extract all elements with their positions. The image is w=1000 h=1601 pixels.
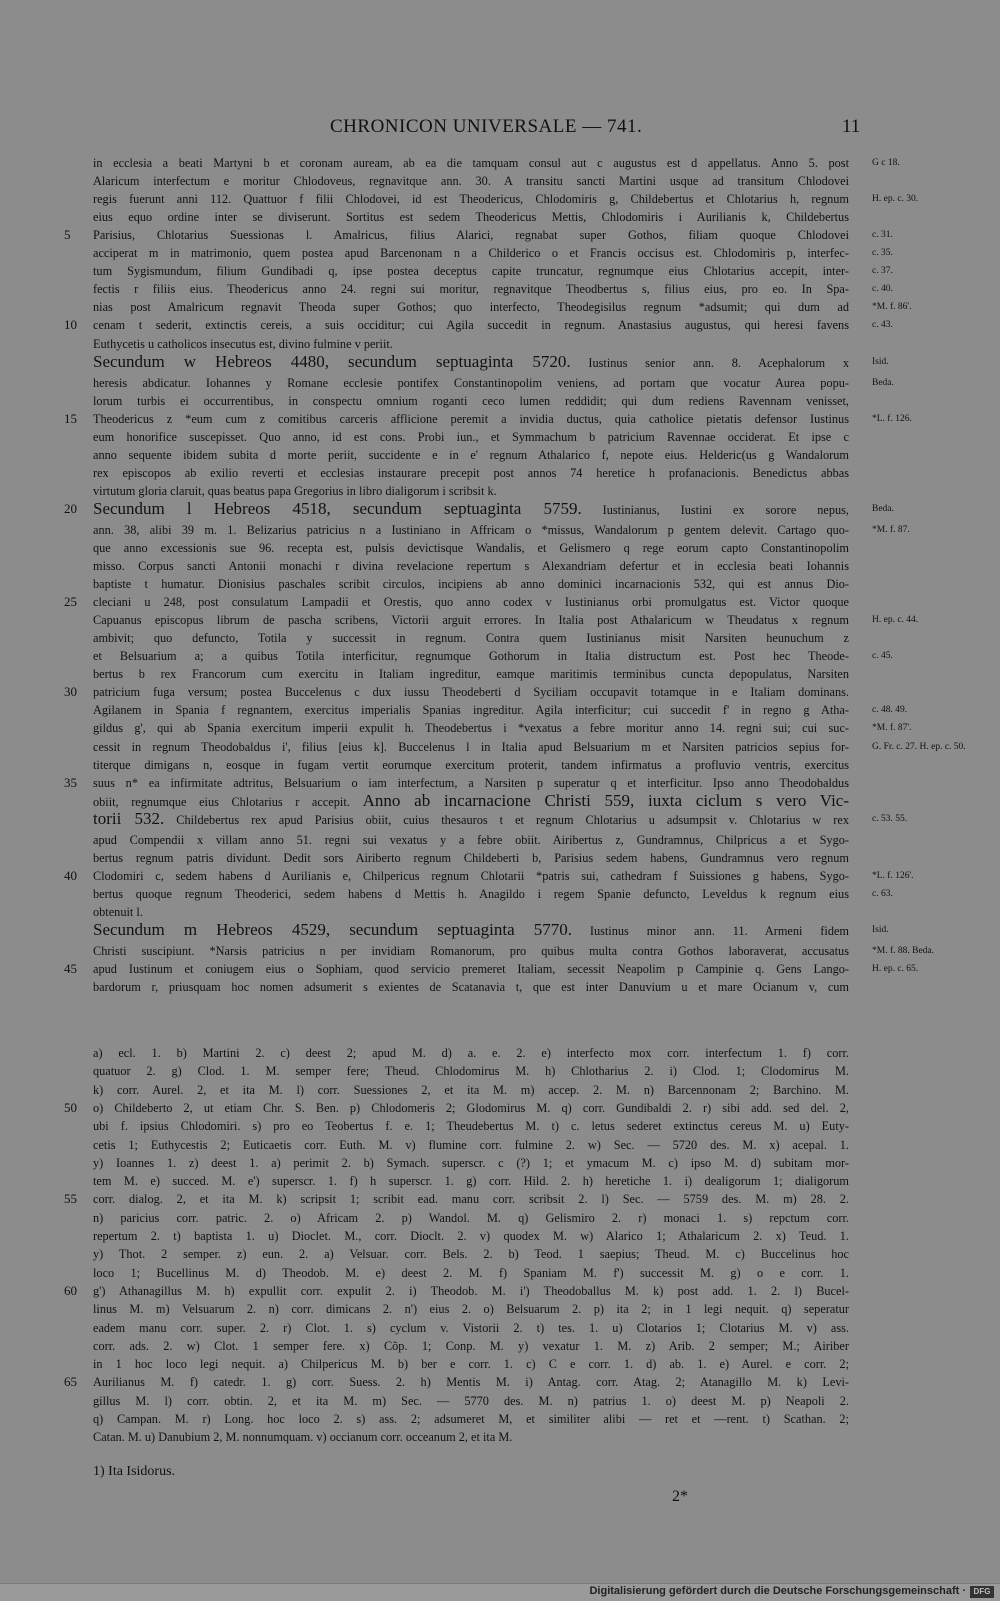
line-text [93, 392, 849, 410]
line-body: apud Iustinum et coniugem eius o Sophiam, quod servicio premeret Italiam, secessit Neapolim p Campinie q. Gens Lango- [93, 962, 849, 976]
line-text [93, 1044, 849, 1062]
section-heading: Secundum m Hebreos 4529, secundum septuaginta 5770. [93, 920, 572, 939]
line-text [93, 756, 849, 774]
line-body: anno sequente ibidem subita d morte periit, succidente e in e' regnum Athalarico f, nepote eius. Helderic(us g Wandalorum [93, 447, 849, 462]
text-line [0, 683, 1000, 701]
line-text [93, 244, 849, 262]
text-line [0, 665, 1000, 683]
text-line [0, 226, 1000, 244]
line-body: acciperat m in matrimonio, quem postea apud Barcenonam n a Childerico o et Francis occisus est. Chlodomiris p, interfec- [93, 246, 849, 261]
line-text [93, 298, 849, 316]
footer-credit: Digitalisierung gefördert durch die Deutsche Forschungsgemeinschaft · [589, 1585, 966, 1597]
line-body: Aurilianus M. f) catedr. 1. g) corr. Suess. 2. h) Mentis M. i) Antag. corr. Atag. 2; Atanagillo M. k) Levi- [93, 1375, 849, 1390]
line-text [93, 1136, 849, 1154]
text-line [0, 521, 1000, 539]
line-body: et Belsuarium a; a quibus Totila interficitur, regnumque Gothorum in Italia distructum est. Post hec Theode- [93, 649, 849, 664]
text-line [0, 1245, 1000, 1263]
page-header [0, 116, 1000, 140]
line-body: cenam t sederit, extinctis cereis, a suis occiditur; cui Agila succedit in regnum. Anastasius augustus, qui heresi favens [93, 318, 849, 333]
line-body: Iustinianus, Iustini ex sorore nepus, [581, 502, 849, 517]
line-text [93, 885, 849, 903]
line-body: Theodericus z *eum cum z comitibus carceris afflicione peremit a invidia ductus, quia catholice pietatis defensor Iustinus [93, 411, 849, 426]
line-text [93, 701, 849, 719]
line-body: bertus quoque regnum Theoderici, sedem habens d Mettis h. Anagildo i regem Spanie defuncto, Leveldus k regnum eius [93, 886, 849, 901]
line-text [93, 1337, 849, 1355]
line-body: eum honorifice suscepisset. Quo anno, id est cons. Probi iun., et Symmachum b patricium Ravennae occiderat. Et ipse c [93, 429, 849, 444]
line-text [93, 1300, 849, 1318]
line-text [93, 521, 849, 539]
line-number: 65 [64, 1374, 77, 1390]
text-line [0, 593, 1000, 611]
line-body: heresis abdicatur. Iohannes y Romane ecclesie pontifex Constantinopolim veniens, ad portam que vocatur Aurea popu- [93, 375, 849, 390]
line-number: 30 [64, 684, 77, 700]
line-body: apud Compendii x villam anno 51. regni sui vexatus y a febre obiit. Airibertus z, Gundramnus, Chilpricus a et Sygo- [93, 832, 849, 847]
text-line [0, 1392, 1000, 1410]
text-line [0, 298, 1000, 316]
line-body: cleciani u 248, post consulatum Lampadii et Orestis, quo anno codex v Iustinianus orbi promulgatus est. Victor quoque [93, 595, 849, 610]
margin-note: Beda. [872, 503, 894, 514]
margin-note: c. 40. [872, 284, 893, 295]
line-text [93, 280, 849, 298]
text-line [0, 1172, 1000, 1190]
line-number: 60 [64, 1282, 77, 1298]
line-number: 25 [64, 594, 77, 610]
text-line [0, 1044, 1000, 1062]
page-number: 11 [842, 116, 861, 137]
line-body: Alaricum interfectum e moritur Chlodoveus, regnavitque ann. 30. A transitu sancti Martini usque ad transitum Chlodovei [93, 174, 849, 189]
line-text [93, 428, 849, 446]
line-body: a) ecl. 1. b) Martini 2. c) deest 2; apud M. d) a. e. 2. e) interfecto mox corr. interfectum 1. f) corr. [93, 1046, 849, 1060]
text-line [0, 428, 1000, 446]
line-body: n) paricius corr. patric. 2. o) Africam 2. p) Wandol. M. q) Gelismiro 2. r) monaci 1. s) repctum corr. [93, 1210, 849, 1225]
line-body: y) Ioannes 1. z) deest 1. a) perimit 2. b) Symach. superscr. c (?) 1; et ymacum M. c) ipso M. d) subitam mor- [93, 1155, 849, 1170]
margin-note: c. 45. [872, 651, 893, 662]
line-text [93, 665, 849, 683]
margin-note: c. 37. [872, 266, 893, 277]
line-text [93, 593, 849, 611]
text-line [0, 392, 1000, 410]
line-body: corr. ads. 2. w) Clot. 1 semper fere. x) Cõp. 1; Conp. M. y) vexatur 1. M. z) Arib. 2 semper; M.; Airiber [93, 1338, 849, 1353]
text-line [0, 1282, 1000, 1300]
line-body: y) Thot. 2 semper. z) eun. 2. a) Velsuar. corr. Bels. 2. b) Teod. 1 saepius; Theud. M. c) Buccelinus hoc [93, 1247, 849, 1262]
margin-note: H. ep. c. 44. [872, 615, 919, 626]
line-text [93, 190, 849, 208]
line-text [93, 1209, 849, 1227]
running-title: CHRONICON UNIVERSALE — 741. [330, 116, 643, 137]
line-body: quatuor 2. g) Clod. 1. M. semper fere; Theud. Chlodomirus M. h) Chlotharius 2. i) Clod. 1; Clodomirus M. [93, 1064, 849, 1079]
footnote: 1) Ita Isidorus. [93, 1464, 176, 1479]
line-text [93, 810, 849, 829]
line-text [93, 154, 849, 172]
margin-note: Isid. [872, 356, 889, 367]
margin-note: *M. f. 86'. [872, 302, 912, 313]
text-line [0, 1337, 1000, 1355]
text-line [0, 1410, 1000, 1428]
line-text [93, 557, 849, 575]
margin-note: *L. f. 126. [872, 413, 912, 424]
margin-note: G c 18. [872, 158, 900, 168]
margin-note: Beda. [872, 377, 894, 388]
text-line [0, 1209, 1000, 1227]
line-body: bertus b rex Francorum cum exercitu in Italiam ingreditur, eamque maritimis terminibus cuncta depopulatus, Narsiten [93, 667, 849, 682]
line-text [93, 1117, 849, 1135]
line-body: gillus M. l) corr. obtin. 2, et ita M. m) Sec. — 5770 des. M. n) patrius 1. o) deest M. p) Neapoli 2. [93, 1393, 849, 1408]
line-number: 50 [64, 1099, 77, 1115]
line-body: Catan. M. u) Danubium 2, M. nonnumquam. v) occianum corr. occeanum 2, et ita M. [93, 1430, 513, 1445]
text-line [0, 1428, 1000, 1446]
line-body: obtenuit l. [93, 904, 143, 919]
text-line [0, 831, 1000, 849]
line-body: baptiste t humatur. Dionisius paschales scribit circulos, incipiens ab anno dominici incarnacionis 532, qui est annus Dio- [93, 577, 849, 592]
line-body: Childebertus rex apud Parisius obiit, cuius thesauros t et regnum Chlotarius u adsumpsit v. Chlotarius w rex [164, 812, 849, 827]
text-line [0, 154, 1000, 172]
line-text [93, 792, 849, 811]
text-line [0, 738, 1000, 756]
text-line [0, 867, 1000, 885]
text-line [0, 464, 1000, 482]
line-text [93, 1392, 849, 1410]
line-text [93, 1428, 849, 1446]
text-line [0, 1136, 1000, 1154]
line-body: ambivit; quo defuncto, Totila y successit in regnum. Contra quem Iustinianus misit Narsiten heunuchum z [93, 631, 849, 646]
line-text [93, 647, 849, 665]
line-text [93, 611, 849, 629]
text-line [0, 410, 1000, 428]
footer-bar [0, 1583, 1000, 1601]
line-body: Christi suscipiunt. *Narsis patricius n per invidiam Romanorum, pro quibus multa contra Gothos laboraverat, accusatus [93, 943, 849, 958]
line-text [93, 719, 849, 737]
line-text [93, 978, 849, 996]
line-text [93, 335, 849, 353]
line-text [93, 1410, 849, 1428]
text-line [0, 647, 1000, 665]
line-text [93, 316, 849, 334]
line-body: Clodomiri c, sedem habens d Aurilianis e, Chilpericus regnum Chlotarii *patris sui, cathedram f Suissiones g habens, Sygo- [93, 868, 849, 883]
line-body: regis fuerunt anni 112. Quattuor f filii Chlodovei, id est Theodericus, Chlodomiris g, Childebertus et Chlotarius h, regnum [93, 192, 849, 207]
sheet-signature: 2* [672, 1488, 688, 1505]
line-body: suus n* ea infirmitate adtritus, Belsuarium o iam interfectum, a Narsiten p superatur q et interficitur. Ipso anno Theodobaldus [93, 775, 849, 790]
line-text [93, 500, 849, 519]
text-line [0, 1264, 1000, 1282]
margin-note: *M. f. 87'. [872, 723, 912, 734]
line-body: ann. 38, alibi 39 m. 1. Belizarius patricius n a Iustiniano in Affricam o *missus, Wandalorum p gentem delevit. Cartago quo- [93, 522, 849, 537]
text-line [0, 1062, 1000, 1080]
line-body: bardorum r, priusquam hoc nomen adsumerit s exientes de Scatanavia t, que est inter Danuvium u et mare Ocianum v, cum [93, 980, 849, 995]
text-line [0, 1099, 1000, 1117]
line-body: Iustinus senior ann. 8. Acephalorum x [570, 355, 849, 370]
line-number: 10 [64, 317, 77, 333]
line-body: in ecclesia a beati Martyni b et coronam auream, ab ea die tamquam consul aut c augustus est d appellatus. Anno 5. post [93, 156, 849, 170]
text-line [0, 1154, 1000, 1172]
line-body: misso. Corpus sancti Antonii monachi r divina revelacione repertum s Alexandriam defertur et in ecclesia beati Iohannis [93, 559, 849, 573]
margin-note: c. 35. [872, 248, 893, 259]
section-heading: torii 532. [93, 809, 165, 828]
line-body: repertum 2. t) baptista 1. u) Dioclet. M., corr. Dioclt. 2. v) quodex M. w) Alarico 1; Athalaricum 2. x) Teud. 1. [93, 1229, 849, 1243]
text-line [0, 978, 1000, 996]
line-number: 20 [64, 500, 77, 516]
line-body: que anno excessionis sue 96. recepta est, pulsis devictisque Wandalis, et Gelismero q rege eorum capto Constantinopolim [93, 540, 849, 555]
text-line [0, 942, 1000, 960]
line-text [93, 1282, 849, 1300]
line-body: in 1 hoc loco legi nequit. a) Chilpericus M. b) ber e corr. 1. c) C e corr. 1. d) ab. 1. e) Aurel. e corr. 2; [93, 1357, 849, 1372]
text-line [0, 756, 1000, 774]
line-text [93, 446, 849, 464]
line-text [93, 208, 849, 226]
text-line [0, 810, 1000, 832]
text-line [0, 335, 1000, 353]
line-body: tem M. e) succed. M. e') superscr. 1. f) h superscr. 1. g) corr. Hild. 2. h) heretiche 1. i) dealigorum 1; dialigorum [93, 1174, 849, 1189]
line-text [93, 849, 849, 867]
text-line [0, 885, 1000, 903]
line-body: o) Childeberto 2, ut etiam Chr. S. Ben. p) Chlodomeris 2; Glodomirus M. q) corr. Gundibaldi 2. r) sibi add. sed del. 2, [93, 1100, 849, 1115]
line-text [93, 774, 849, 792]
line-body: rex episcopos ab exilio reverti et ecclesias instaurare precepit post annos 74 heretice h profanacionis. Benedictus abbas [93, 465, 849, 480]
margin-note: Isid. [872, 924, 889, 935]
line-text [93, 482, 849, 500]
line-text [93, 1062, 849, 1080]
text-line [0, 280, 1000, 298]
text-line [0, 1355, 1000, 1373]
text-line [0, 921, 1000, 943]
margin-note: c. 53. 55. [872, 813, 908, 824]
line-body: Parisius, Chlotarius Suessionas l. Amalricus, filius Alarici, regnabat super Gothos, filiam quoque Chlodovei [93, 228, 849, 243]
margin-note: H. ep. c. 30. [872, 194, 919, 205]
line-text [93, 683, 849, 701]
line-body: tum Sygismundum, filium Gundibadi q, ipse postea deceptus capite truncatur, regnumque eius Chlotarius accepit, inter- [93, 264, 849, 279]
line-text [93, 1245, 849, 1263]
text-line [0, 244, 1000, 262]
text-line [0, 960, 1000, 978]
line-text [93, 1154, 849, 1172]
text-line [0, 575, 1000, 593]
text-line [0, 719, 1000, 737]
text-line [0, 792, 1000, 810]
line-body: fectis r filiis eius. Theodericus anno 24. regni sui moritur, regnavitque Theodbertus s, filius eius, pro eo. In Spa- [93, 282, 849, 297]
line-text [93, 1355, 849, 1373]
section-heading: Secundum l Hebreos 4518, secundum septuaginta 5759. [93, 499, 582, 518]
line-body: lorum turbis ei occurrentibus, in conspectu omnium roganti ceco lumen reddidit; qui dum rediens Ravennam venisset, [93, 393, 849, 408]
line-body: bertus regnum patris dividunt. Dedit sors Airiberto regnum Childeberti b, Parisius sedem habens, Gundramnus vero regnum [93, 850, 849, 865]
text-line [0, 353, 1000, 375]
dfg-logo: DFG [970, 1586, 994, 1598]
text-line [0, 1300, 1000, 1318]
text-line [0, 557, 1000, 575]
text-line [0, 500, 1000, 522]
line-text [93, 575, 849, 593]
text-line [0, 1190, 1000, 1208]
text-line [0, 1117, 1000, 1135]
line-body: loco 1; Bucellinus M. d) Theodob. M. e) deest 2. M. f) Spaniam M. f') successit M. g) o e corr. 1. [93, 1265, 849, 1280]
line-text [93, 921, 849, 940]
line-body: patricium fuga versum; postea Buccelenus c dux iussu Theodeberti d Syciliam occupavit totamque in e Italiam dominans. [93, 685, 849, 700]
line-text [93, 831, 849, 849]
line-text [93, 1081, 849, 1099]
text-line [0, 629, 1000, 647]
line-body: titerque dimigans n, eosque in fugam vertit eorumque exercitum proterit, tandem infirmatus a profluvio ventris, exercitus [93, 757, 849, 772]
line-text [93, 539, 849, 557]
line-body: linus M. m) Velsuarum 2. n) corr. dimicans 2. n') eius 2. o) Belsuarum 2. p) ita 2; in 1 legi nequit. q) seperatur [93, 1302, 849, 1317]
line-number: 35 [64, 774, 77, 790]
line-body: nias post Amalricum regnavit Theoda super Gothos; quo interfecto, Theodegisilus regnum *adsumit; qui dum ad [93, 300, 849, 315]
text-line [0, 208, 1000, 226]
margin-note: *M. f. 88. Beda. [872, 945, 935, 956]
line-body: cetis 1; Euthycestis 2; Euticaetis corr. Euth. M. v) flumine corr. fulmine 2. w) Sec. — 5720 des. M. x) acepal. 1. [93, 1137, 849, 1152]
line-body: corr. dialog. 2, et ita M. k) scripsit 1; scribit ead. manu corr. scribsit 2. l) Sec. — 5759 des. M. m) 28. 2. [93, 1192, 849, 1207]
line-text [93, 172, 849, 190]
line-text [93, 867, 849, 885]
text-line [0, 849, 1000, 867]
line-text [93, 1319, 849, 1337]
text-line [0, 316, 1000, 334]
line-body: g') Athanagillus M. h) expullit corr. expulit 2. i) Theodob. M. i') Theodoballus M. k) post add. 1. 2. l) Bucel- [93, 1283, 849, 1298]
line-body: cessit in regnum Theodobaldus i', filius [eius k]. Buccelenus l in Italia apud Belsuarium m et Narsiten patricios sepius for- [93, 739, 849, 754]
line-body: ubi f. ipsius Chlodomiri. s) pro eo Teobertus f. e. 1; Theudebertus M. t) c. letus sederet extinctus cereus M. u) Euty- [93, 1119, 849, 1134]
text-line [0, 701, 1000, 719]
text-line [0, 374, 1000, 392]
text-line [0, 1081, 1000, 1099]
text-line [0, 539, 1000, 557]
line-body: virtutum gloria claruit, quas beatus papa Gregorius in libro dialigorum i scribsit k. [93, 483, 497, 498]
text-line [0, 774, 1000, 792]
line-body: obiit, regnumque eius Chlotarius r accepit. [93, 794, 350, 809]
section-heading: Secundum w Hebreos 4480, secundum septuaginta 5720. [93, 352, 571, 371]
line-number: 40 [64, 867, 77, 883]
line-text [93, 942, 849, 960]
text-line [0, 1319, 1000, 1337]
line-text [93, 903, 849, 921]
text-line [0, 611, 1000, 629]
text-line [0, 1373, 1000, 1391]
text-line [0, 482, 1000, 500]
text-line [0, 172, 1000, 190]
text-line [0, 903, 1000, 921]
text-line [0, 262, 1000, 280]
line-text [93, 353, 849, 372]
line-text [93, 1373, 849, 1391]
line-body: Iustinus minor ann. 11. Armeni fidem [571, 923, 849, 938]
text-line [0, 1227, 1000, 1245]
margin-note: c. 43. [872, 320, 893, 331]
line-body: Capuanus episcopus librum de pascha scribens, Victorii arguit errores. In Italia post Athalaricum w Theudatus x regnum [93, 613, 849, 628]
text-line [0, 446, 1000, 464]
line-body: q) Campan. M. r) Long. hoc loco 2. s) ass. 2; adsumeret M, et similiter alibi — ret et —rent. t) Scathan. 2; [93, 1412, 849, 1426]
line-text [93, 1099, 849, 1117]
line-body: gildus g', qui ab Spania exercitum imperii expulit h. Theodebertus i *vexatus a febre moritur anno 14. regni sui; cui suc- [93, 721, 849, 736]
section-heading: Anno ab incarnacione Christi 559, iuxta ciclum s vero Vic- [349, 791, 849, 810]
margin-note: c. 48. 49. [872, 705, 908, 716]
line-body: eadem manu corr. super. 2. r) Clot. 1. s) cyclum v. Vistorii 2. t) tes. 1. u) Clotarios 1; Clotarius M. v) ass. [93, 1320, 849, 1335]
margin-note: *M. f. 87. [872, 524, 910, 535]
line-text [93, 1227, 849, 1245]
line-text [93, 960, 849, 978]
line-text [93, 1264, 849, 1282]
line-text [93, 226, 849, 244]
margin-note: G. Fr. c. 27. H. ep. c. 50. [872, 741, 966, 752]
line-text [93, 738, 849, 756]
line-number: 5 [64, 227, 71, 243]
line-body: eius equo ordine inter se diviserunt. Sortitus est sedem Theodericus Mettis, Chlodomiris i Aurilianis k, Childebertus [93, 210, 849, 225]
line-body: Agilanem in Spania f regnantem, exercitus imperialis Spanias ingreditur. Agila interficitur; cui succedit f' in regno g Atha- [93, 703, 849, 718]
line-number: 15 [64, 410, 77, 426]
text-line [0, 190, 1000, 208]
line-text [93, 374, 849, 392]
margin-note: c. 63. [872, 888, 893, 899]
margin-note: *L. f. 126'. [872, 870, 914, 881]
line-number: 55 [64, 1191, 77, 1207]
line-text [93, 410, 849, 428]
line-text [93, 464, 849, 482]
line-text [93, 262, 849, 280]
line-text [93, 629, 849, 647]
line-text [93, 1172, 849, 1190]
line-text [93, 1190, 849, 1208]
margin-note: H. ep. c. 65. [872, 964, 919, 974]
line-body: k) corr. Aurel. 2, et ita M. l) corr. Suessiones 2, et ita M. m) accep. 2. M. n) Barcennonam 2; Barchino. M. [93, 1082, 849, 1097]
line-body: Euthycetis u catholicos insecutus est, divino fulmine v periit. [93, 336, 393, 351]
margin-note: c. 31. [872, 230, 893, 241]
line-number: 45 [64, 961, 77, 976]
